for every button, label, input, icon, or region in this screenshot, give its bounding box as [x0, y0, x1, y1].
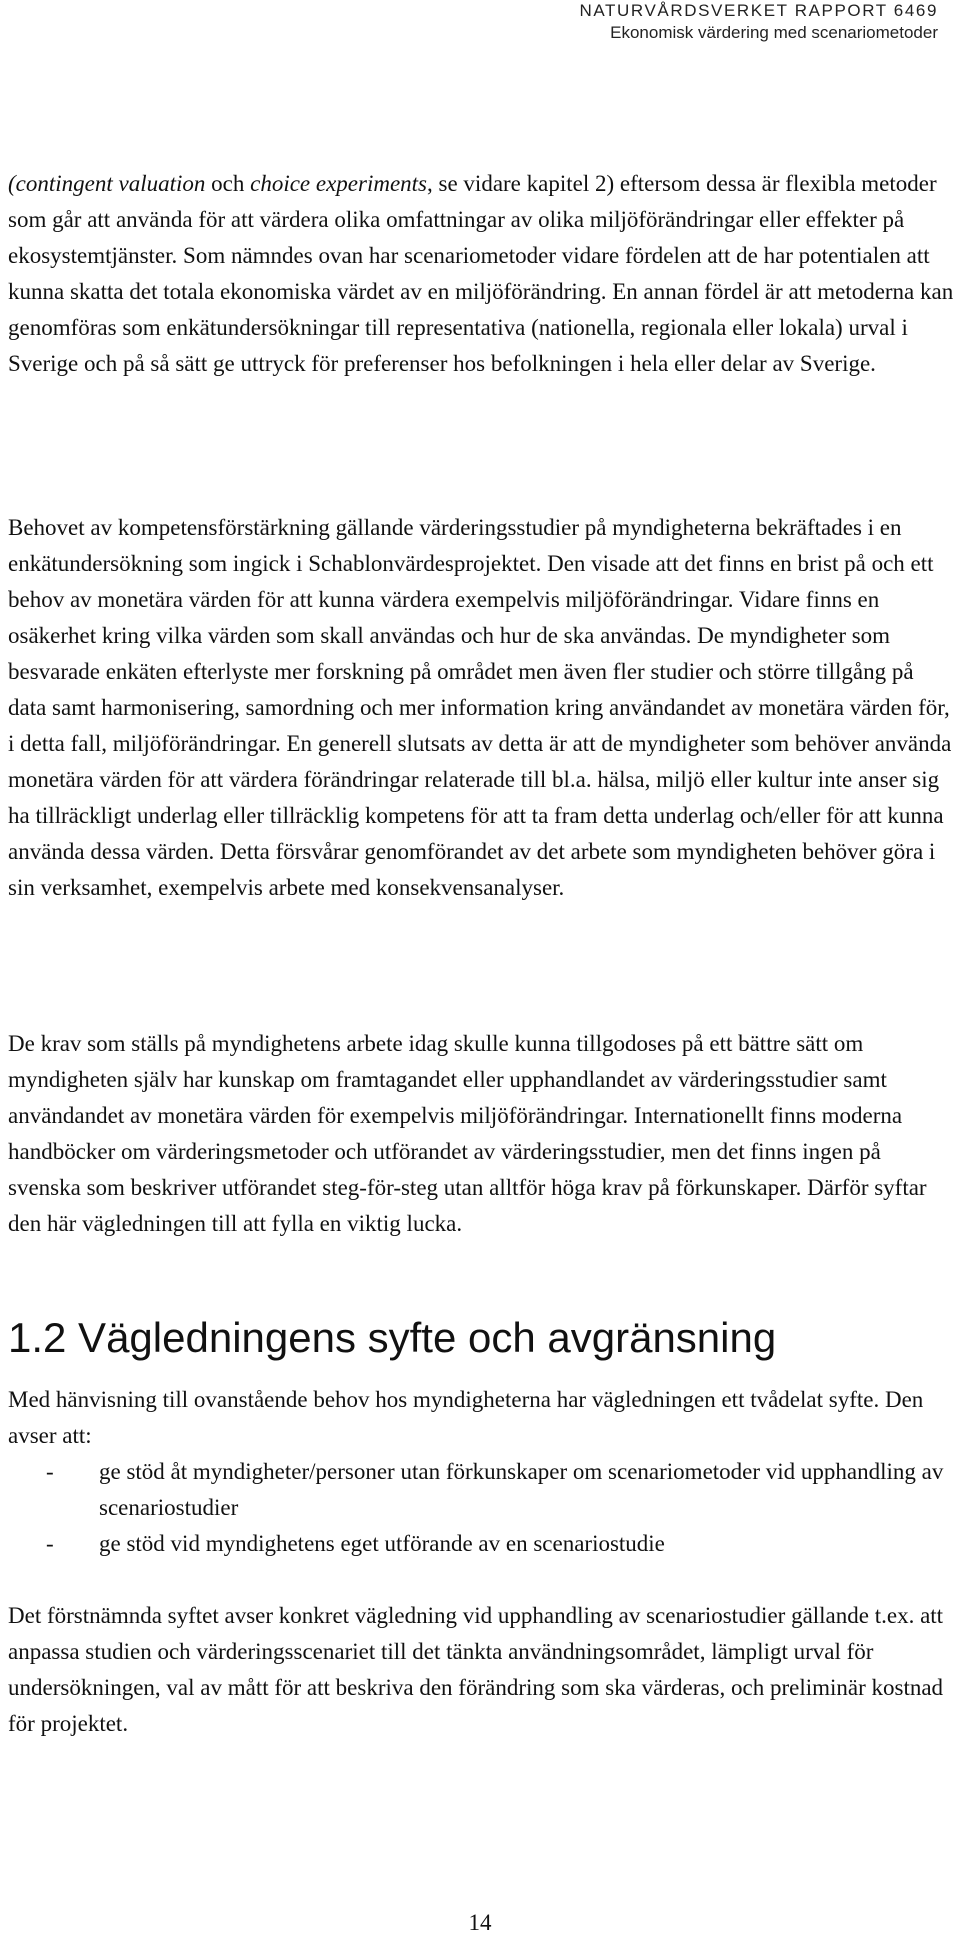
paragraph-3 [8, 1026, 956, 1242]
paragraph-1-connector: och [205, 171, 251, 196]
paragraph-3-text: De krav som ställs på myndighetens arbete idag skulle kunna tillgodoses på ett bättre sätt om myndigheten själv har kunskap om framtagandet eller upphandlandet av värderingsstudier samt användandet av monetära värden för exempelvis miljöförändringar. Internationellt finns moderna handböcker om värderingsmetoder och utförandet av värderingsstudier, men det finns ingen på svenska som beskriver utförandet steg-för-steg utan alltför höga krav på förkunskaper. Därför syftar den här vägledningen till att fylla en viktig lucka. [8, 1031, 927, 1236]
paragraph-5-text: Det förstnämnda syftet avser konkret vägledning vid upphandling av scenariostudier gällande t.ex. att anpassa studien och värderingsscenariet till det tänkta användningsområdet, lämpligt urval för undersökningen, val av mått för att beskriva den förändring som ska värderas, och preliminär kostnad för projektet. [8, 1603, 944, 1736]
paragraph-2 [8, 510, 956, 906]
paragraph-5 [8, 1598, 956, 1742]
report-subtitle: Ekonomisk värdering med scenariometoder [610, 23, 938, 42]
running-header [580, 0, 939, 44]
paragraph-2-text: Behovet av kompetensförstärkning gällande värderingsstudier på myndigheterna bekräftades i en enkätundersökning som ingick i Schablonvärdesprojektet. Den visade att det finns en brist på och ett behov av monetära värden för att kunna värdera exempelvis miljöförändringar. Vidare finns en osäkerhet kring vilka värden som skall användas och hur de ska användas. De myndigheter som besvarade enkäten efterlyste mer forskning på området men även fler studier och större tillgång på data samt harmonisering, samordning och mer information kring användandet av monetära värden för, i detta fall, miljöförändringar. En generell slutsats av detta är att de myndigheter som behöver använda monetära värden för att värdera förändringar relaterade till bl.a. hälsa, miljö eller kultur inte anser sig ha tillräckligt underlag eller tillräcklig kompetens för att ta fram detta underlag och/eller för att kunna använda dessa värden. Detta försvårar genomförandet av det arbete som myndigheten behöver göra i sin verksamhet, exempelvis arbete med konsekvensanalyser. [8, 515, 952, 900]
paragraph-1-text: , se vidare kapitel 2) eftersom dessa är flexibla metoder som går att använda för att värdera olika omfattningar av olika miljöförändringar eller effekter på ekosystemtjänster. Som nämndes ovan har scenariometoder vidare fördelen att de har potentialen att kunna skatta det totala ekonomiska värdet av en miljöförändring. En annan fördel är att metoderna kan genomföras som enkätundersökningar till representativa (nationella, regionala eller lokala) urval i Sverige och på så sätt ge uttryck för preferenser hos befolkningen i hela eller delar av Sverige. [8, 171, 954, 376]
paragraph-1 [8, 166, 956, 382]
paragraph-4-text: Med hänvisning till ovanstående behov hos myndigheterna har vägledningen ett tvådelat syfte. Den avser att: [8, 1387, 924, 1448]
list-item-marker: - [46, 1531, 54, 1556]
paragraph-1-term-contingent-valuation: (contingent valuation [8, 171, 206, 196]
list-item [8, 1454, 956, 1526]
list-item-text: ge stöd åt myndigheter/personer utan förkunskaper om scenariometoder vid upphandling av scenariostudier [99, 1459, 944, 1520]
list-item-text: ge stöd vid myndighetens eget utförande av en scenariostudie [99, 1531, 665, 1556]
report-title: NATURVÅRDSVERKET RAPPORT 6469 [579, 1, 938, 20]
paragraph-4 [8, 1382, 956, 1454]
section-heading: 1.2 Vägledningens syfte och avgränsning [8, 1314, 777, 1361]
purpose-list [8, 1454, 956, 1562]
list-item-marker: - [46, 1459, 54, 1484]
page-number: 14 [468, 1910, 492, 1935]
paragraph-1-term-choice-experiments: choice experiments [250, 171, 428, 196]
list-item [8, 1526, 956, 1562]
